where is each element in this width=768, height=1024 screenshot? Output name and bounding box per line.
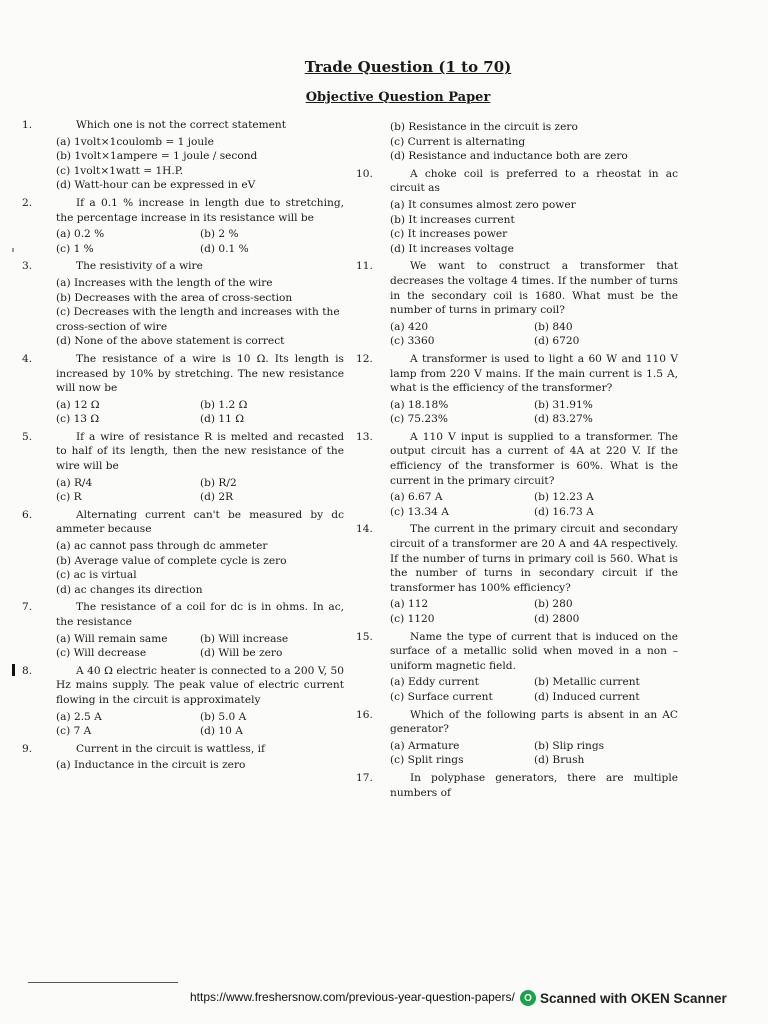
options-group	[56, 539, 344, 597]
question-item	[356, 167, 678, 257]
option: (b) Slip rings	[534, 739, 605, 752]
question-text: The current in the primary circuit and secondary circuit of a transformer are 20 A and 4A respectively. If the number of turns in primary coil is 560. What is the number of turns in secondary circuit if the transformer has 100% efficiency?	[390, 523, 678, 594]
question-number: 16.	[356, 708, 373, 721]
option: (d) 10 A	[200, 725, 243, 738]
option: (a) 1volt×1coulomb = 1 joule	[56, 135, 214, 148]
question-item	[356, 259, 678, 349]
option: (c) Split rings	[390, 754, 464, 767]
option: (b) It increases current	[390, 213, 515, 226]
question-text: The resistance of a wire is 10 Ω. Its length is increased by 10% by stretching. The new resistance will now be	[56, 352, 344, 395]
option: (a) Eddy current	[390, 676, 479, 689]
question-number: 17.	[356, 771, 373, 784]
question-item	[356, 430, 678, 520]
options-group	[56, 476, 344, 505]
option: (b) 31.91%	[534, 398, 593, 411]
page-title: Trade Question (1 to 70)	[304, 58, 512, 76]
question-item	[22, 742, 344, 773]
question-number: 12.	[356, 352, 373, 365]
option: (b) Decreases with the area of cross-section	[56, 291, 293, 304]
footer-url-link[interactable]: https://www.freshersnow.com/previous-year-question-papers/	[190, 990, 515, 1004]
option: (a) 420	[390, 320, 429, 333]
option: (b) 1volt×1ampere = 1 joule / second	[56, 150, 258, 163]
option: (b) R/2	[200, 476, 237, 489]
options-group	[390, 198, 678, 256]
margin-mark	[12, 248, 14, 252]
question-text: A 40 Ω electric heater is connected to a 200 V, 50 Hz mains supply. The peak value of electric current flowing in the circuit is approximately	[56, 664, 344, 706]
question-number: 15.	[356, 630, 373, 643]
options-group	[390, 320, 678, 349]
footer-rule	[28, 982, 178, 983]
option: (d) ac changes its direction	[56, 583, 203, 596]
question-text: The resistance of a coil for dc is in ohms. In ac, the resistance	[56, 601, 344, 628]
option: (b) 280	[534, 598, 573, 611]
option: (d) 11 Ω	[200, 413, 245, 426]
option: (d) Brush	[534, 754, 585, 767]
option: (c) 1 %	[56, 242, 94, 255]
option: (c) Decreases with the length and increases with the cross-section of wire	[56, 306, 340, 333]
options-group	[56, 135, 344, 193]
question-text: If a 0.1 % increase in length due to stretching, the percentage increase in its resistance will be	[56, 196, 344, 224]
options-group	[390, 398, 678, 427]
option: (d) 2R	[200, 491, 234, 504]
option: (d) Watt-hour can be expressed in eV	[56, 179, 256, 192]
option: (b) 2 %	[200, 228, 239, 241]
option: (c) It increases power	[390, 228, 508, 241]
option: (c) Surface current	[390, 690, 493, 703]
question-number: 2.	[22, 196, 33, 209]
scanner-logo-icon: O	[520, 990, 536, 1006]
question-item	[22, 352, 344, 427]
question-item	[356, 771, 678, 800]
option: (d) It increases voltage	[390, 242, 514, 255]
right-column	[356, 118, 678, 803]
options-group	[56, 276, 344, 349]
option: (c) R	[56, 491, 82, 504]
option: (a) It consumes almost zero power	[390, 198, 576, 211]
question-number: 9.	[22, 742, 33, 755]
option: (d) 83.27%	[534, 413, 593, 426]
options-group	[390, 675, 678, 704]
scanner-text: Scanned with OKEN Scanner	[540, 990, 727, 1006]
question-text: In polyphase generators, there are multiple numbers of	[390, 771, 678, 799]
question-item	[22, 600, 344, 660]
option: (b) 5.0 A	[200, 710, 247, 723]
option: (a) R/4	[56, 476, 93, 489]
question-item	[22, 430, 344, 505]
question-text: Which of the following parts is absent in an AC generator?	[390, 708, 678, 736]
options-group	[56, 632, 344, 661]
option: (d) 0.1 %	[200, 242, 249, 255]
question-text: Current in the circuit is wattless, if	[76, 742, 265, 755]
question-item	[356, 120, 678, 164]
options-group	[56, 710, 344, 739]
option: (c) 3360	[390, 335, 435, 348]
question-item	[22, 508, 344, 598]
options-group	[56, 227, 344, 256]
option: (a) Armature	[390, 739, 460, 752]
option: (c) 13 Ω	[56, 413, 100, 426]
option: (a) Inductance in the circuit is zero	[56, 759, 246, 772]
question-number: 8.	[22, 664, 33, 677]
option: (b) 12.23 A	[534, 491, 594, 504]
option: (a) 18.18%	[390, 398, 449, 411]
question-item	[356, 352, 678, 427]
option: (c) 1120	[390, 613, 435, 625]
option: (d) 16.73 A	[534, 505, 594, 518]
options-group	[390, 597, 678, 626]
question-number: 11.	[356, 260, 373, 273]
options-group	[390, 490, 678, 519]
question-item	[356, 708, 678, 768]
question-number: 1.	[22, 119, 33, 131]
scanner-watermark	[520, 990, 727, 1006]
option: (a) 0.2 %	[56, 228, 105, 241]
question-text: If a wire of resistance R is melted and recasted to half of its length, then the new resistance of the wire will be	[56, 430, 344, 473]
option: (a) 112	[390, 598, 429, 611]
option: (c) 1volt×1watt = 1H.P.	[56, 164, 184, 177]
option: (b) 840	[534, 320, 573, 333]
option: (d) None of the above statement is correct	[56, 335, 285, 348]
question-number: 6.	[22, 508, 33, 521]
option: (c) ac is virtual	[56, 569, 137, 582]
question-text: We want to construct a transformer that decreases the voltage 4 times. If the number of turns in the secondary coil is 1680. What must be the number of turns in primary coil?	[390, 260, 678, 317]
option: (a) Will remain same	[56, 632, 168, 645]
option: (d) 6720	[534, 335, 580, 348]
option: (b) Average value of complete cycle is zero	[56, 554, 287, 567]
option: (a) 6.67 A	[390, 491, 443, 504]
question-text: A transformer is used to light a 60 W and 110 V lamp from 220 V mains. If the main current is 1.5 A, what is the efficiency of the transformer?	[390, 352, 678, 395]
option: (b) Will increase	[200, 632, 289, 645]
options-group	[56, 758, 344, 773]
option: (c) 75.23%	[390, 413, 448, 426]
option: (c) 7 A	[56, 725, 92, 738]
question-number: 4.	[22, 352, 33, 365]
question-item	[356, 630, 678, 705]
question-number: 3.	[22, 260, 33, 273]
option: (d) 2800	[534, 613, 580, 625]
question-number: 13.	[356, 430, 373, 443]
option: (c) 13.34 A	[390, 505, 449, 518]
question-text: Which one is not the correct statement	[76, 119, 286, 131]
question-number: 10.	[356, 167, 373, 180]
option: (d) Will be zero	[200, 647, 283, 660]
option: (c) Current is alternating	[390, 135, 526, 148]
options-group	[390, 120, 678, 164]
option: (d) Induced current	[534, 690, 640, 703]
option: (a) 12 Ω	[56, 398, 100, 411]
page-subtitle: Objective Question Paper	[305, 90, 491, 105]
left-column	[22, 118, 344, 776]
question-item	[356, 522, 678, 626]
option: (a) 2.5 A	[56, 710, 102, 723]
question-text: A choke coil is preferred to a rheostat in ac circuit as	[390, 167, 678, 195]
question-item	[22, 259, 344, 349]
option: (b) Resistance in the circuit is zero	[390, 121, 578, 133]
option: (a) ac cannot pass through dc ammeter	[56, 540, 268, 553]
question-text: Name the type of current that is induced on the surface of a metallic solid when moved in a non – uniform magnetic field.	[390, 630, 678, 672]
option: (b) Metallic current	[534, 676, 640, 689]
question-text: Alternating current can't be measured by dc ammeter because	[56, 508, 344, 536]
options-group	[390, 739, 678, 768]
options-group	[56, 398, 344, 427]
question-text: A 110 V input is supplied to a transformer. The output circuit has a current of 4A at 220 V. If the efficiency of the transformer is 60%. What is the current in the primary circuit?	[390, 430, 678, 487]
question-number: 14.	[356, 523, 373, 536]
option: (c) Will decrease	[56, 647, 147, 660]
question-text: The resistivity of a wire	[76, 260, 203, 273]
question-number: 5.	[22, 430, 33, 443]
margin-bullet	[12, 664, 15, 676]
question-item	[22, 664, 344, 739]
question-number: 7.	[22, 601, 33, 614]
option: (a) Increases with the length of the wire	[56, 276, 273, 289]
question-item	[22, 196, 344, 256]
question-item	[22, 118, 344, 193]
option: (d) Resistance and inductance both are zero	[390, 150, 628, 163]
option: (b) 1.2 Ω	[200, 398, 248, 411]
